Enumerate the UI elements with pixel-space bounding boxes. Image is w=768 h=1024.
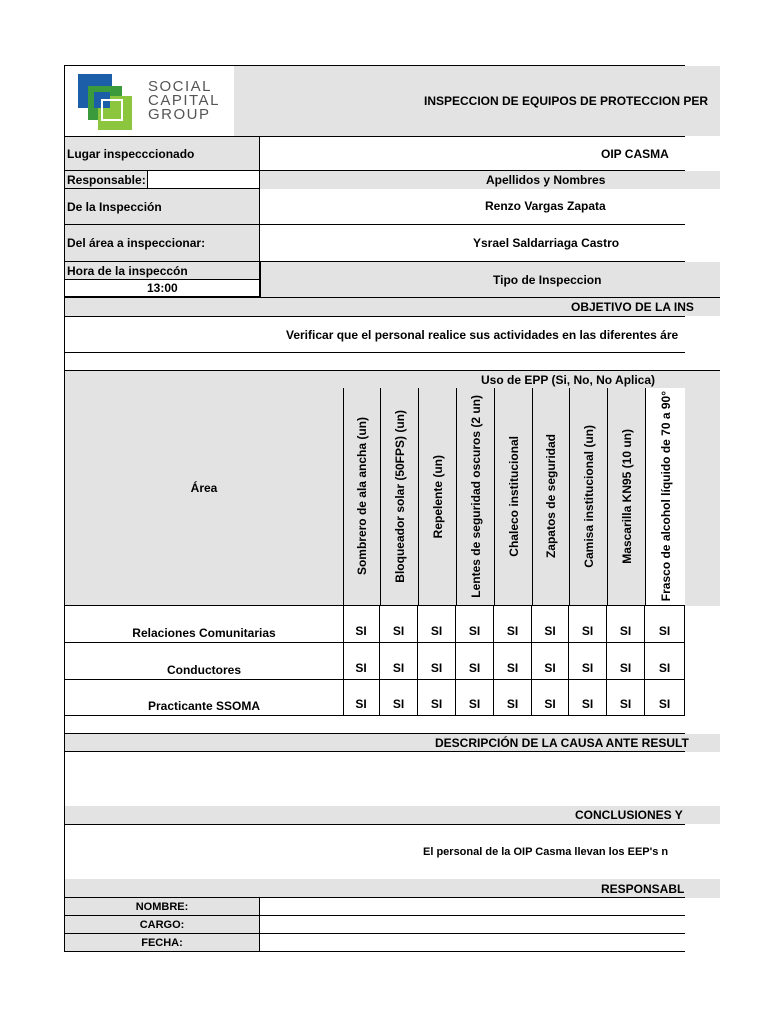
objetivo-spacer — [64, 352, 685, 371]
epp-column-label: Bloqueador solar (50FPS) (un) — [392, 410, 407, 583]
logo — [66, 66, 234, 136]
epp-column-header — [456, 388, 494, 606]
hora-label: Hora de la inspeccón — [64, 261, 260, 280]
cargo-label: CARGO: — [64, 915, 260, 934]
epp-column-label: Mascarilla KN95 (10 un) — [619, 429, 634, 564]
objetivo-text: Verificar que el personal realice sus actividades en las diferentes áre — [64, 316, 685, 353]
table-cell: SI — [645, 606, 685, 643]
epp-column-header — [380, 388, 418, 606]
epp-column-label: Frasco de alcohol líquido de 70 a 90° — [658, 391, 673, 602]
table-row-area — [64, 679, 344, 716]
epp-column-header — [569, 388, 607, 606]
table-cell: SI — [380, 642, 418, 680]
area-inspeccionar-value: Ysrael Saldarriaga Castro — [259, 224, 685, 262]
lugar-value: OIP CASMA — [259, 136, 685, 171]
table-cell: SI — [380, 606, 418, 643]
spacer-row — [64, 715, 685, 734]
logo-line2: CAPITAL — [148, 92, 220, 109]
uso-epp-header: Uso de EPP (Si, No, No Aplica) — [343, 370, 720, 389]
epp-column-label: Camisa institucional (un) — [581, 425, 596, 568]
epp-column-label: Chaleco institucional — [506, 436, 521, 557]
table-cell: SI — [418, 606, 456, 643]
epp-column-label: Sombrero de ala ancha (un) — [355, 417, 369, 576]
page-title: INSPECCION DE EQUIPOS DE PROTECCION PER — [234, 66, 720, 136]
table-row-area — [64, 642, 344, 680]
area-header: Área — [64, 370, 344, 606]
tipo-inspeccion: Tipo de Inspeccion — [260, 262, 720, 297]
inspeccion-value: Renzo Vargas Zapata — [259, 188, 685, 225]
logo-line3: GROUP — [148, 106, 211, 123]
table-cell: SI — [532, 679, 569, 716]
table-cell: SI — [569, 606, 607, 643]
table-cell: SI — [494, 642, 532, 680]
area-name: Relaciones Comunitarias — [132, 626, 276, 640]
responsable-blank — [147, 170, 260, 189]
table-cell: SI — [456, 606, 494, 643]
conclusiones-text: El personal de la OIP Casma llevan los EEP's n — [64, 824, 685, 880]
hora-value: 13:00 — [64, 279, 260, 297]
table-cell: SI — [645, 679, 685, 716]
table-row-area — [64, 606, 344, 643]
epp-column-label: Zapatos de seguridad — [544, 434, 558, 559]
table-cell: SI — [569, 642, 607, 680]
epp-column-header — [494, 388, 532, 606]
lugar-label: Lugar inspecccionado — [64, 136, 260, 171]
area-name: Practicante SSOMA — [147, 699, 261, 713]
table-cell: SI — [532, 606, 569, 643]
table-cell: SI — [343, 679, 380, 716]
table-cell: SI — [456, 642, 494, 680]
fecha-label: FECHA: — [64, 933, 260, 952]
epp-column-header — [607, 388, 645, 606]
epp-column-header — [418, 388, 456, 606]
epp-column-header — [532, 388, 569, 606]
table-cell: SI — [607, 642, 645, 680]
gray-right-block — [684, 388, 720, 606]
epp-column-label: Repelente (un) — [430, 454, 445, 539]
epp-column-label: Lentes de seguridad oscuros (2 un) — [468, 395, 483, 598]
table-cell: SI — [380, 679, 418, 716]
area-name: Conductores — [166, 663, 241, 677]
table-cell: SI — [343, 606, 380, 643]
cargo-field[interactable] — [259, 915, 685, 934]
apellidos-header: Apellidos y Nombres — [260, 171, 720, 189]
table-cell: SI — [607, 606, 645, 643]
epp-column-header — [343, 388, 380, 606]
nombre-label: NOMBRE: — [64, 897, 260, 916]
conclusiones-header: CONCLUSIONES Y — [64, 806, 720, 824]
logo-icon — [76, 72, 146, 136]
fecha-field[interactable] — [259, 933, 685, 952]
logo-line1: SOCIAL — [148, 78, 213, 95]
table-cell: SI — [645, 642, 685, 680]
area-inspeccionar-label: Del área a inspeccionar: — [64, 224, 260, 262]
table-cell: SI — [418, 642, 456, 680]
nombre-field[interactable] — [259, 897, 685, 916]
objetivo-header: OBJETIVO DE LA INS — [64, 297, 720, 316]
table-cell: SI — [532, 642, 569, 680]
table-cell: SI — [456, 679, 494, 716]
table-cell: SI — [418, 679, 456, 716]
table-cell: SI — [494, 679, 532, 716]
table-cell: SI — [569, 679, 607, 716]
table-cell: SI — [343, 642, 380, 680]
responsable-label: Responsable: — [64, 170, 148, 189]
table-cell: SI — [494, 606, 532, 643]
responsable-header: RESPONSABL — [64, 879, 720, 898]
descripcion-header: DESCRIPCIÓN DE LA CAUSA ANTE RESULT — [64, 734, 720, 752]
inspeccion-label: De la Inspección — [64, 188, 260, 225]
descripcion-body — [64, 751, 685, 807]
epp-column-header — [645, 388, 685, 606]
table-cell: SI — [607, 679, 645, 716]
